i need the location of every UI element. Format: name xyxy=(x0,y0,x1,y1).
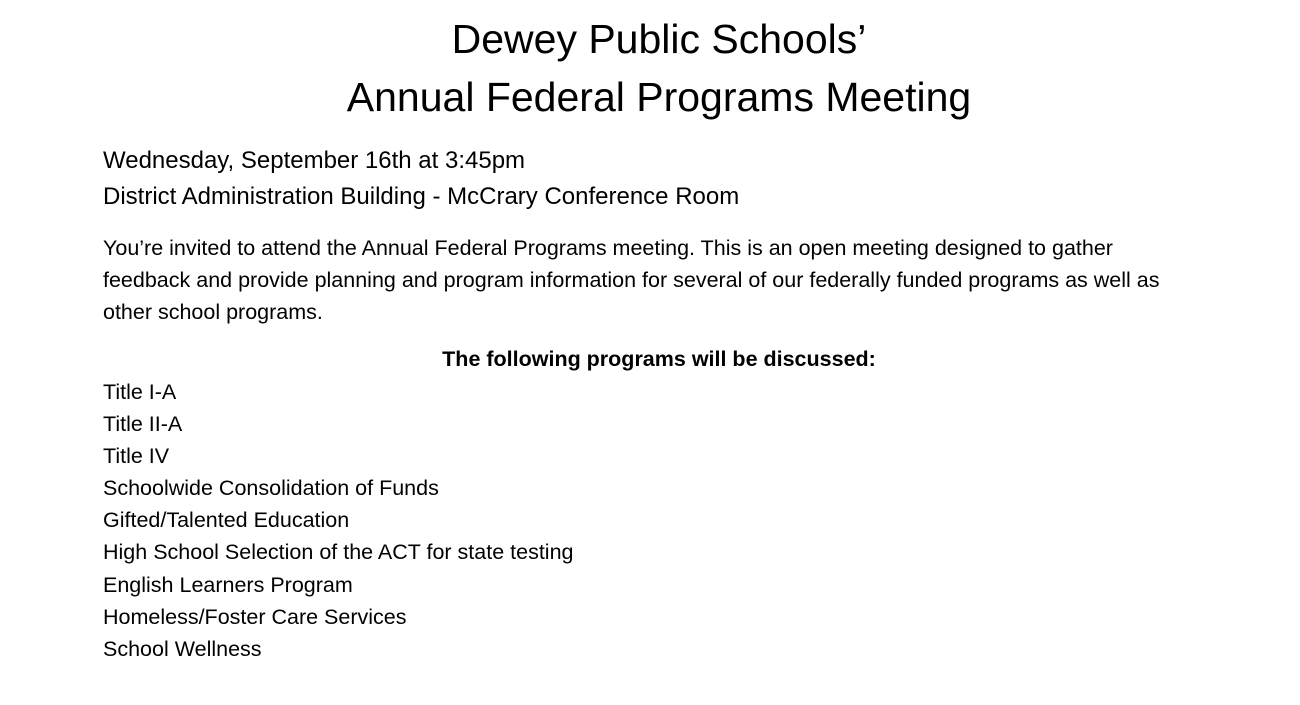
program-item: School Wellness xyxy=(103,636,262,661)
meeting-datetime: Wednesday, September 16th at 3:45pm xyxy=(103,147,526,174)
program-item: High School Selection of the ACT for state testing xyxy=(103,540,574,565)
program-list xyxy=(103,376,573,665)
meeting-location: District Administration Building - McCrary Conference Room xyxy=(103,183,740,210)
intro-paragraph: You’re invited to attend the Annual Federal Programs meeting. This is an open meeting designed to gather feedback and provide planning and program information for several of our federally funded programs as well as other school programs. xyxy=(103,236,1160,324)
page-title-line1: Dewey Public Schools’ xyxy=(451,16,867,62)
program-item: Title II-A xyxy=(103,412,183,437)
program-item: Homeless/Foster Care Services xyxy=(103,604,407,629)
programs-heading: The following programs will be discussed: xyxy=(442,347,876,371)
page-title-line2: Annual Federal Programs Meeting xyxy=(346,74,972,120)
program-item: Gifted/Talented Education xyxy=(103,508,350,533)
program-item: Title IV xyxy=(103,444,170,469)
program-item: Title I-A xyxy=(103,380,177,404)
program-item: English Learners Program xyxy=(103,572,353,597)
program-item: Schoolwide Consolidation of Funds xyxy=(103,476,439,501)
